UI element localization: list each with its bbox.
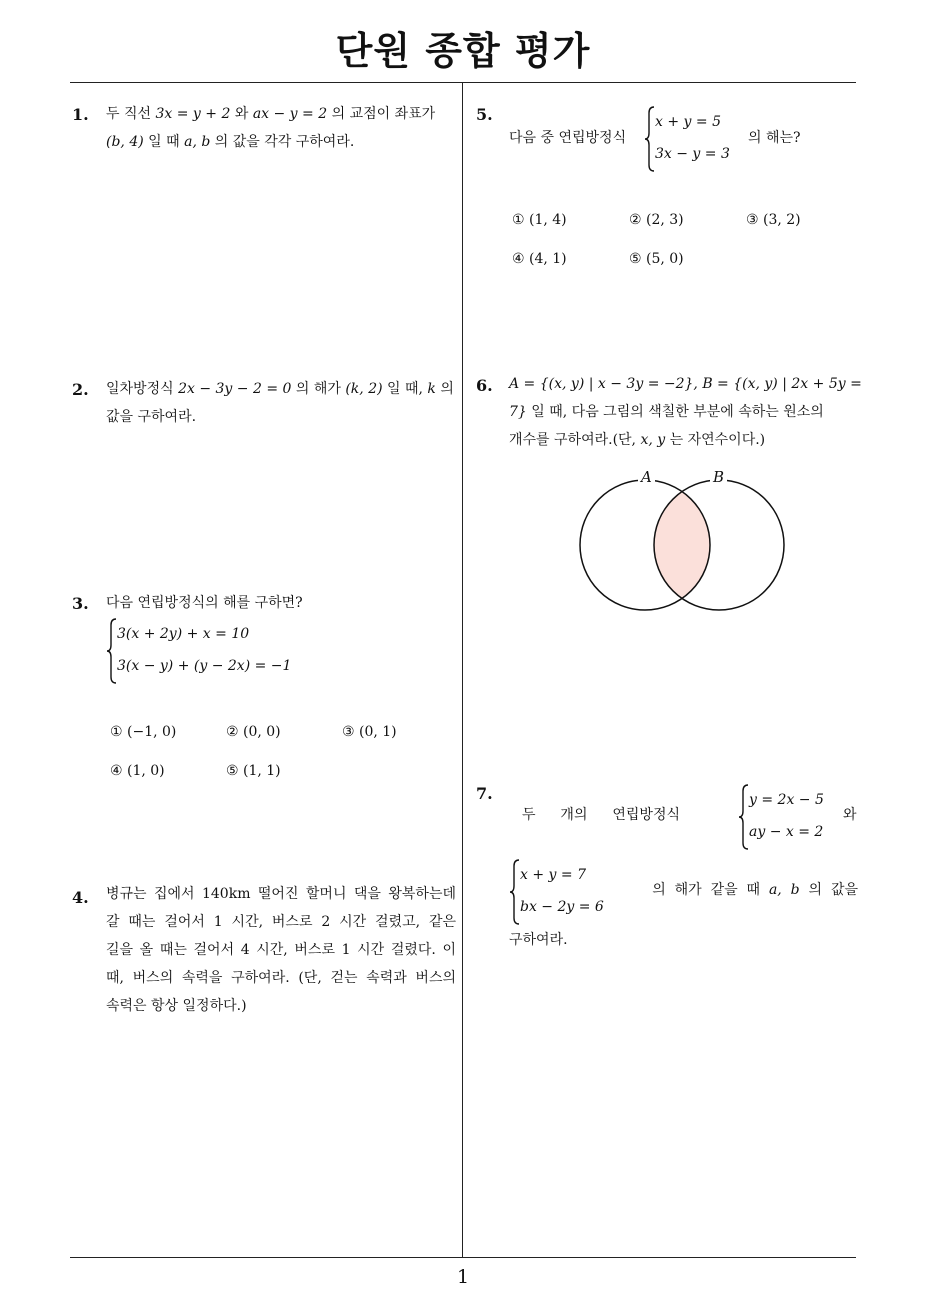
- text: 의: [435, 381, 454, 397]
- equation-system-1: [738, 784, 848, 850]
- math: ax − y = 2: [252, 106, 328, 122]
- venn-diagram: [578, 470, 790, 615]
- text-line: 속력은 항상 일정하다.): [106, 998, 247, 1014]
- equation-2: 3(x − y) + (y − 2x) = −1: [117, 658, 292, 674]
- question-4-text: [106, 880, 456, 1020]
- question-7-last-line: 구하여라.: [509, 932, 568, 948]
- choice-3[interactable]: ③ (3, 2): [746, 212, 801, 228]
- header-rule: [70, 82, 856, 83]
- page-number: 1: [456, 1266, 470, 1288]
- column-divider: [462, 83, 463, 1258]
- math: a, b: [184, 134, 211, 150]
- question-number: 2.: [72, 380, 89, 399]
- text: 일차방정식: [106, 381, 179, 397]
- page-title: 단원 종합 평가: [335, 29, 591, 73]
- text: 값을 구하여라.: [106, 409, 197, 425]
- math: 2x − 3y − 2 = 0: [178, 381, 292, 397]
- equation-2: 3x − y = 3: [655, 146, 730, 162]
- text: 의 값을 각각 구하여라.: [210, 134, 355, 150]
- set-label-b: B: [710, 468, 727, 486]
- equation-1: 3(x + 2y) + x = 10: [117, 626, 250, 642]
- question-3-text: 다음 연립방정식의 해를 구하면?: [106, 595, 303, 611]
- question-number: 4.: [72, 888, 89, 907]
- choice-2[interactable]: ② (2, 3): [629, 212, 684, 228]
- text-line: 길을 올 때는 걸어서 4 시간, 버스로 1 시간 걸렸다. 이: [106, 942, 456, 958]
- math: a, b: [768, 882, 800, 898]
- choice-2[interactable]: ② (0, 0): [226, 724, 281, 740]
- choice-3[interactable]: ③ (0, 1): [342, 724, 397, 740]
- equation-2: bx − 2y = 6: [520, 899, 604, 915]
- text: 개수를 구하여라.(단,: [509, 432, 641, 448]
- text: 의 해가 같을 때: [652, 882, 769, 898]
- choice-4[interactable]: ④ (4, 1): [512, 251, 567, 267]
- equation-2: ay − x = 2: [749, 824, 824, 840]
- question-number: 7.: [476, 784, 493, 803]
- question-7-text-after: [622, 876, 858, 904]
- math: (b, 4): [106, 134, 144, 150]
- equation-system: [106, 618, 306, 684]
- choice-1[interactable]: ① (1, 4): [512, 212, 567, 228]
- question-5-text: 다음 중 연립방정식: [509, 130, 627, 146]
- text: 두 직선: [106, 106, 156, 122]
- equation-1: y = 2x − 5: [749, 792, 824, 808]
- question-2-text: [106, 375, 454, 431]
- question-number: 3.: [72, 594, 89, 613]
- equation-system: [644, 106, 754, 172]
- text-line: 갈 때는 걸어서 1 시간, 버스로 2 시간 걸렸고, 같은: [106, 914, 456, 930]
- text: 일 때: [143, 134, 185, 150]
- math: 7}: [509, 404, 527, 420]
- question-7-text-mid: 와: [843, 807, 857, 823]
- choice-5[interactable]: ⑤ (1, 1): [226, 763, 281, 779]
- text: 일 때,: [382, 381, 428, 397]
- math: 3x = y + 2: [155, 106, 231, 122]
- choice-1[interactable]: ① (−1, 0): [110, 724, 177, 740]
- text: 와: [230, 106, 253, 122]
- text: 는 자연수이다.): [665, 432, 766, 448]
- question-7-text: 두 개의 연립방정식: [522, 807, 680, 823]
- text: 일 때, 다음 그림의 색칠한 부분에 속하는 원소의: [526, 404, 824, 420]
- equation-1: x + y = 7: [520, 867, 586, 883]
- math: k: [427, 381, 436, 397]
- footer-rule: [70, 1257, 856, 1258]
- question-6-text: [509, 370, 862, 454]
- text: 의 교점이 좌표가: [327, 106, 436, 122]
- question-1-text: [106, 100, 454, 156]
- equation-system-2: [509, 859, 619, 925]
- venn-svg: [578, 470, 790, 615]
- question-number: 6.: [476, 376, 493, 395]
- text-line: 병규는 집에서 140km 떨어진 할머니 댁을 왕복하는데: [106, 886, 456, 902]
- text: 의 값을: [799, 882, 858, 898]
- text-line: 때, 버스의 속력을 구하여라. (단, 걷는 속력과 버스의: [106, 970, 456, 986]
- choice-4[interactable]: ④ (1, 0): [110, 763, 165, 779]
- question-number: 1.: [72, 105, 89, 124]
- math: x, y: [640, 432, 666, 448]
- set-label-a: A: [638, 468, 655, 486]
- question-5-text-after: 의 해는?: [748, 130, 801, 146]
- choice-5[interactable]: ⑤ (5, 0): [629, 251, 684, 267]
- text: 의 해가: [291, 381, 346, 397]
- equation-1: x + y = 5: [655, 114, 721, 130]
- math: A = {(x, y) | x − 3y = −2}, B = {(x, y) | 2x + 5y =: [509, 376, 862, 392]
- math: (k, 2): [345, 381, 383, 397]
- question-number: 5.: [476, 105, 493, 124]
